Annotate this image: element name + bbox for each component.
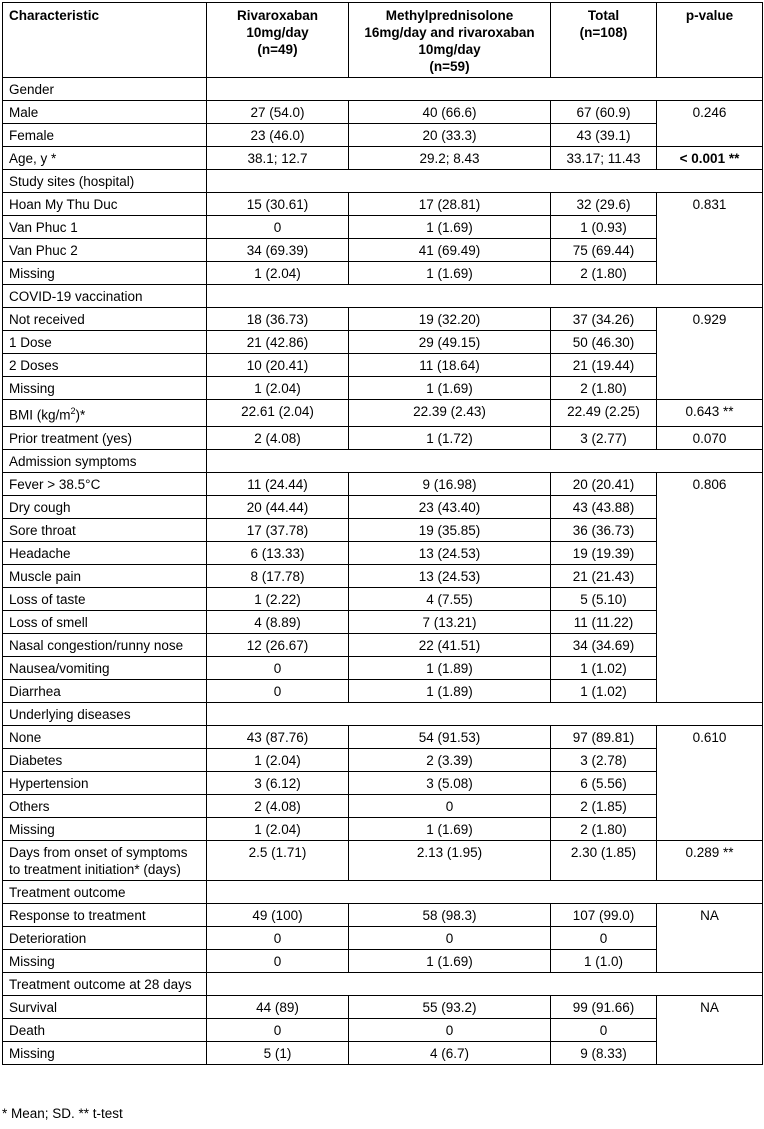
row-label	[3, 495, 207, 518]
p-value-cell: 0.289 **	[657, 840, 763, 880]
value-cell: 1 (1.89)	[349, 656, 551, 679]
row-label-text: 1 Dose	[9, 335, 52, 350]
row-label	[3, 840, 207, 880]
value-cell: 1 (1.0)	[551, 949, 657, 972]
row-label	[3, 472, 207, 495]
table-row	[3, 725, 763, 748]
value-cell: 50 (46.30)	[551, 331, 657, 354]
value-cell: 44 (89)	[207, 995, 349, 1018]
section-row	[3, 78, 763, 101]
value-cell: 2.30 (1.85)	[551, 840, 657, 880]
table-row	[3, 926, 763, 949]
row-label	[3, 518, 207, 541]
row-label-text: Diabetes	[9, 752, 63, 768]
row-label-text: Van Phuc 2	[9, 243, 78, 258]
value-cell: 54 (91.53)	[349, 725, 551, 748]
section-filler	[207, 170, 763, 193]
value-cell: 1 (2.04)	[207, 817, 349, 840]
value-cell: 40 (66.6)	[349, 101, 551, 124]
table-row	[3, 541, 763, 564]
p-value-cell: 0.246	[657, 101, 763, 147]
section-row	[3, 972, 763, 995]
row-label-text: Missing	[9, 266, 55, 281]
row-label-text: Male	[9, 105, 39, 120]
section-row	[3, 449, 763, 472]
row-label-text: Days from onset of symptoms to treatment initiation* (days)	[9, 844, 188, 877]
row-label	[3, 817, 207, 840]
row-label-text: Deterioration	[9, 930, 87, 946]
value-cell: 3 (5.08)	[349, 771, 551, 794]
column-header-line: 10mg/day	[418, 42, 481, 57]
value-cell: 1 (1.89)	[349, 679, 551, 702]
row-label-superscript: 2	[70, 406, 76, 416]
table-row	[3, 633, 763, 656]
value-cell: 4 (8.89)	[207, 610, 349, 633]
value-cell: 0	[207, 216, 349, 239]
table-row	[3, 679, 763, 702]
column-header-line: Methylprednisolone	[385, 8, 514, 23]
section-label: Treatment outcome at 28 days	[3, 972, 207, 995]
row-label	[3, 903, 207, 926]
row-label-text: Missing	[9, 381, 55, 396]
table-row	[3, 495, 763, 518]
p-value-cell: 0.643 **	[657, 400, 763, 427]
value-cell: 20 (33.3)	[349, 124, 551, 147]
value-cell: 0	[207, 656, 349, 679]
value-cell: 38.1; 12.7	[207, 147, 349, 170]
row-label	[3, 610, 207, 633]
row-label-text: Dry cough	[9, 499, 71, 515]
column-header-line: Rivaroxaban	[236, 8, 319, 23]
value-cell: 34 (69.39)	[207, 239, 349, 262]
row-label-text: Response to treatment	[9, 907, 146, 923]
p-value-cell: 0.806	[657, 472, 763, 702]
value-cell: 5 (5.10)	[551, 587, 657, 610]
table-row	[3, 354, 763, 377]
row-label	[3, 354, 207, 377]
value-cell: 1 (1.69)	[349, 216, 551, 239]
row-label	[3, 331, 207, 354]
section-label: COVID-19 vaccination	[3, 285, 207, 308]
section-row	[3, 702, 763, 725]
table-row	[3, 903, 763, 926]
value-cell: 0	[349, 794, 551, 817]
column-header-line: (n=108)	[579, 25, 628, 40]
table-footnote: * Mean; SD. ** t-test	[2, 1106, 123, 1121]
table-row	[3, 426, 763, 449]
table-row	[3, 147, 763, 170]
value-cell: 2.5 (1.71)	[207, 840, 349, 880]
row-label-text: Sore throat	[9, 522, 76, 538]
value-cell: 4 (7.55)	[349, 587, 551, 610]
table-row	[3, 748, 763, 771]
row-label	[3, 679, 207, 702]
row-label-text: Loss of smell	[9, 614, 88, 630]
section-filler	[207, 449, 763, 472]
value-cell: 7 (13.21)	[349, 610, 551, 633]
table-row	[3, 239, 763, 262]
value-cell: 1 (1.69)	[349, 377, 551, 400]
value-cell: 13 (24.53)	[349, 564, 551, 587]
value-cell: 1 (2.22)	[207, 587, 349, 610]
value-cell: 32 (29.6)	[551, 193, 657, 216]
section-label: Underlying diseases	[3, 702, 207, 725]
table-row	[3, 817, 763, 840]
value-cell: 75 (69.44)	[551, 239, 657, 262]
value-cell: 20 (44.44)	[207, 495, 349, 518]
column-header-line: 16mg/day and rivaroxaban	[364, 25, 535, 40]
row-label-text: Headache	[9, 545, 71, 561]
value-cell: 2 (1.85)	[551, 794, 657, 817]
value-cell: 20 (20.41)	[551, 472, 657, 495]
value-cell: 22.49 (2.25)	[551, 400, 657, 427]
row-label	[3, 216, 207, 239]
value-cell: 19 (32.20)	[349, 308, 551, 331]
value-cell: 0	[551, 1018, 657, 1041]
value-cell: 1 (1.02)	[551, 656, 657, 679]
row-label-text: None	[9, 729, 42, 745]
row-label-suffix: )*	[75, 407, 86, 423]
table-row	[3, 262, 763, 285]
column-header-line: Total	[587, 8, 620, 23]
value-cell: 17 (28.81)	[349, 193, 551, 216]
table-row	[3, 1041, 763, 1064]
value-cell: 29 (49.15)	[349, 331, 551, 354]
row-label-text: Age, y *	[9, 151, 57, 166]
value-cell: 43 (39.1)	[551, 124, 657, 147]
value-cell: 1 (2.04)	[207, 262, 349, 285]
value-cell: 11 (18.64)	[349, 354, 551, 377]
row-label-text: Survival	[9, 999, 58, 1015]
value-cell: 36 (36.73)	[551, 518, 657, 541]
table-row	[3, 949, 763, 972]
table-row	[3, 308, 763, 331]
value-cell: 19 (35.85)	[349, 518, 551, 541]
value-cell: 55 (93.2)	[349, 995, 551, 1018]
row-label-text: Missing	[9, 953, 55, 969]
column-header-line: (n=59)	[429, 59, 470, 74]
row-label	[3, 794, 207, 817]
value-cell: 1 (1.69)	[349, 262, 551, 285]
value-cell: 5 (1)	[207, 1041, 349, 1064]
row-label	[3, 587, 207, 610]
row-label-text: Loss of taste	[9, 591, 86, 607]
value-cell: 6 (5.56)	[551, 771, 657, 794]
table-row	[3, 995, 763, 1018]
value-cell: 1 (1.69)	[349, 949, 551, 972]
row-label-text: Fever > 38.5°C	[9, 476, 101, 492]
section-row	[3, 285, 763, 308]
row-label-text: Nasal congestion/runny nose	[9, 637, 184, 653]
value-cell: 43 (43.88)	[551, 495, 657, 518]
row-label	[3, 426, 207, 449]
value-cell: 1 (2.04)	[207, 748, 349, 771]
value-cell: 21 (21.43)	[551, 564, 657, 587]
value-cell: 1 (2.04)	[207, 377, 349, 400]
section-label: Admission symptoms	[3, 449, 207, 472]
value-cell: 107 (99.0)	[551, 903, 657, 926]
section-row	[3, 170, 763, 193]
value-cell: 19 (19.39)	[551, 541, 657, 564]
row-label	[3, 771, 207, 794]
baseline-characteristics-table	[2, 2, 763, 1065]
table-row	[3, 587, 763, 610]
table-row	[3, 216, 763, 239]
section-filler	[207, 702, 763, 725]
value-cell: 17 (37.78)	[207, 518, 349, 541]
table-row	[3, 518, 763, 541]
value-cell: 67 (60.9)	[551, 101, 657, 124]
value-cell: 2 (4.08)	[207, 426, 349, 449]
row-label	[3, 1018, 207, 1041]
value-cell: 0	[349, 1018, 551, 1041]
column-header	[551, 3, 657, 78]
row-label-text: Others	[9, 798, 50, 814]
value-cell: 49 (100)	[207, 903, 349, 926]
value-cell: 4 (6.7)	[349, 1041, 551, 1064]
column-header-line: 10mg/day	[246, 25, 309, 40]
row-label-text: Death	[9, 1022, 46, 1038]
value-cell: 3 (2.78)	[551, 748, 657, 771]
value-cell: 15 (30.61)	[207, 193, 349, 216]
column-header-line: (n=49)	[257, 42, 298, 57]
value-cell: 0	[207, 679, 349, 702]
value-cell: 2 (3.39)	[349, 748, 551, 771]
row-label-text: Not received	[9, 312, 85, 327]
table-row	[3, 794, 763, 817]
table-row	[3, 377, 763, 400]
value-cell: 21 (42.86)	[207, 331, 349, 354]
value-cell: 18 (36.73)	[207, 308, 349, 331]
value-cell: 9 (8.33)	[551, 1041, 657, 1064]
table-row	[3, 124, 763, 147]
row-label	[3, 995, 207, 1018]
table-row	[3, 1018, 763, 1041]
row-label	[3, 541, 207, 564]
row-label-text: Muscle pain	[9, 568, 82, 584]
value-cell: 12 (26.67)	[207, 633, 349, 656]
value-cell: 2 (1.80)	[551, 377, 657, 400]
value-cell: 41 (69.49)	[349, 239, 551, 262]
table-row	[3, 840, 763, 880]
value-cell: 1 (0.93)	[551, 216, 657, 239]
row-label	[3, 147, 207, 170]
row-label	[3, 262, 207, 285]
value-cell: 2 (1.80)	[551, 262, 657, 285]
column-header	[349, 3, 551, 78]
row-label-text: Diarrhea	[9, 683, 61, 699]
value-cell: 22.39 (2.43)	[349, 400, 551, 427]
table-row	[3, 331, 763, 354]
table-row	[3, 656, 763, 679]
value-cell: 22.61 (2.04)	[207, 400, 349, 427]
row-label-text: BMI (kg/m	[9, 407, 71, 423]
row-label-text: Hoan My Thu Duc	[9, 197, 118, 212]
value-cell: 21 (19.44)	[551, 354, 657, 377]
value-cell: 9 (16.98)	[349, 472, 551, 495]
table-row	[3, 101, 763, 124]
value-cell: 3 (6.12)	[207, 771, 349, 794]
row-label-text: Prior treatment (yes)	[9, 430, 133, 446]
row-label-text: 2 Doses	[9, 358, 59, 373]
column-header-line: Characteristic	[9, 8, 100, 23]
row-label	[3, 400, 207, 427]
p-value-cell: NA	[657, 995, 763, 1064]
p-value-cell: 0.070	[657, 426, 763, 449]
value-cell: 97 (89.81)	[551, 725, 657, 748]
value-cell: 1 (1.69)	[349, 817, 551, 840]
value-cell: 37 (34.26)	[551, 308, 657, 331]
section-label: Treatment outcome	[3, 880, 207, 903]
row-label	[3, 656, 207, 679]
value-cell: 1 (1.72)	[349, 426, 551, 449]
row-label	[3, 633, 207, 656]
p-value-cell: NA	[657, 903, 763, 972]
row-label	[3, 926, 207, 949]
row-label	[3, 101, 207, 124]
value-cell: 6 (13.33)	[207, 541, 349, 564]
row-label-text: Hypertension	[9, 775, 89, 791]
value-cell: 3 (2.77)	[551, 426, 657, 449]
value-cell: 23 (43.40)	[349, 495, 551, 518]
row-label	[3, 564, 207, 587]
section-label: Gender	[3, 78, 207, 101]
value-cell: 33.17; 11.43	[551, 147, 657, 170]
value-cell: 10 (20.41)	[207, 354, 349, 377]
row-label	[3, 949, 207, 972]
table-row	[3, 564, 763, 587]
p-value-cell: 0.831	[657, 193, 763, 285]
column-header	[3, 3, 207, 78]
row-label	[3, 377, 207, 400]
table-header-row	[3, 3, 763, 78]
row-label-text: Missing	[9, 1045, 55, 1061]
row-label	[3, 193, 207, 216]
value-cell: 22 (41.51)	[349, 633, 551, 656]
value-cell: 11 (11.22)	[551, 610, 657, 633]
value-cell: 0	[207, 926, 349, 949]
value-cell: 27 (54.0)	[207, 101, 349, 124]
value-cell: 13 (24.53)	[349, 541, 551, 564]
value-cell: 11 (24.44)	[207, 472, 349, 495]
row-label	[3, 124, 207, 147]
row-label	[3, 239, 207, 262]
table-row	[3, 193, 763, 216]
row-label-text: Missing	[9, 821, 55, 837]
column-header	[207, 3, 349, 78]
value-cell: 0	[207, 949, 349, 972]
section-filler	[207, 972, 763, 995]
value-cell: 0	[207, 1018, 349, 1041]
row-label-text: Nausea/vomiting	[9, 660, 110, 676]
value-cell: 2 (4.08)	[207, 794, 349, 817]
value-cell: 2 (1.80)	[551, 817, 657, 840]
p-value-cell: 0.929	[657, 308, 763, 400]
row-label	[3, 748, 207, 771]
row-label-text: Female	[9, 128, 55, 143]
section-filler	[207, 285, 763, 308]
section-filler	[207, 880, 763, 903]
section-filler	[207, 78, 763, 101]
row-label	[3, 725, 207, 748]
value-cell: 0	[349, 926, 551, 949]
table-row	[3, 610, 763, 633]
value-cell: 29.2; 8.43	[349, 147, 551, 170]
value-cell: 1 (1.02)	[551, 679, 657, 702]
value-cell: 0	[551, 926, 657, 949]
table-row	[3, 771, 763, 794]
value-cell: 8 (17.78)	[207, 564, 349, 587]
value-cell: 2.13 (1.95)	[349, 840, 551, 880]
row-label	[3, 308, 207, 331]
value-cell: 43 (87.76)	[207, 725, 349, 748]
row-label-text: Van Phuc 1	[9, 220, 78, 235]
section-row	[3, 880, 763, 903]
value-cell: 99 (91.66)	[551, 995, 657, 1018]
column-header	[657, 3, 763, 78]
column-header-line: p-value	[685, 8, 734, 23]
p-value-cell: < 0.001 **	[657, 147, 763, 170]
value-cell: 58 (98.3)	[349, 903, 551, 926]
section-label: Study sites (hospital)	[3, 170, 207, 193]
value-cell: 23 (46.0)	[207, 124, 349, 147]
row-label	[3, 1041, 207, 1064]
table-row	[3, 472, 763, 495]
value-cell: 34 (34.69)	[551, 633, 657, 656]
p-value-cell: 0.610	[657, 725, 763, 840]
table-row	[3, 400, 763, 427]
